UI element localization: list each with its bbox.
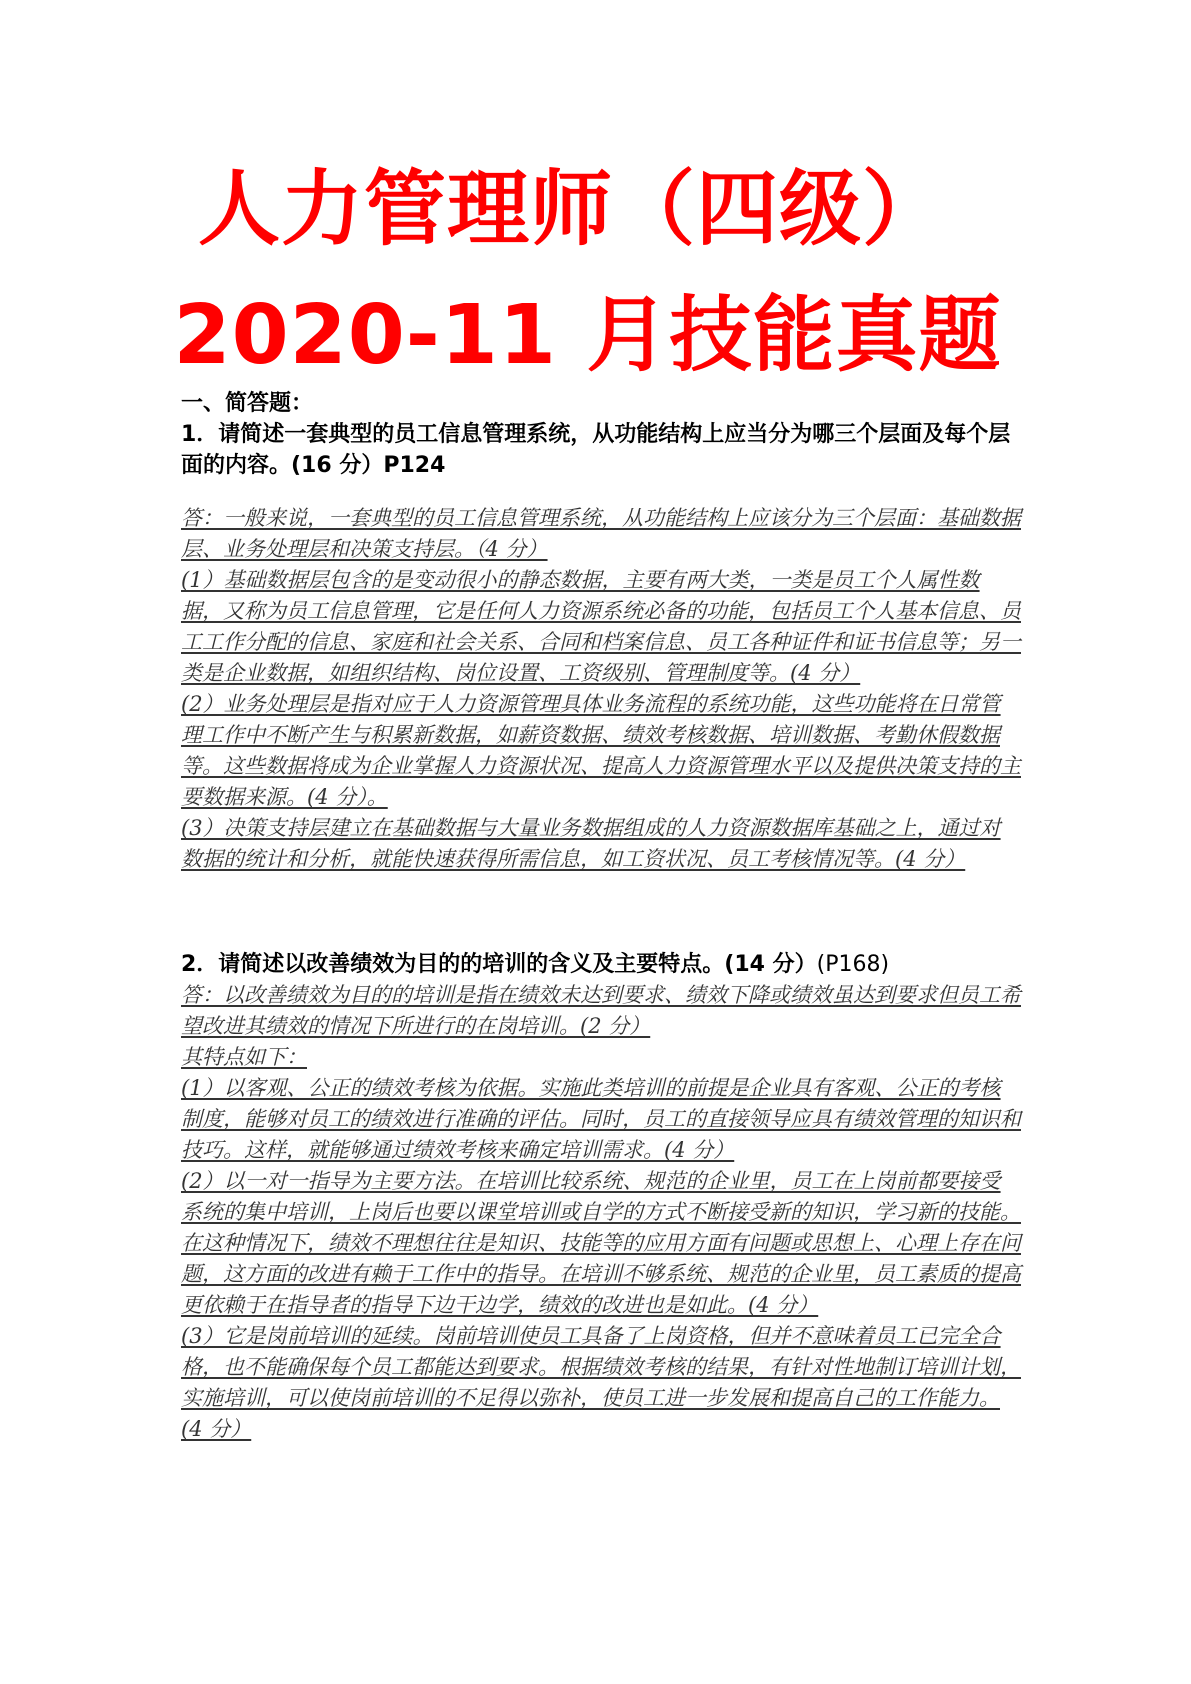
answer-1-point-1: (1）基础数据层包含的是变动很小的静态数据，主要有两大类，一类是员工个人属性数据，又称为员工信息管理，它是任何人力资源系统必备的功能，包括员工个人基本信息、员工工作分配的信息、家庭和社会关系、合同和档案信息、员工各种证件和证书信息等；另一类是企业数据，如组织结构、岗位设置、工资级别、管理制度等。(4 分） xyxy=(181,568,1021,685)
question-2-source: (P168) xyxy=(816,952,890,977)
document-body xyxy=(181,388,1021,1445)
page-title-line-1: 人力管理师（四级） xyxy=(197,162,945,257)
page-title-line-2: 2020-11 月技能真题 xyxy=(173,288,1002,383)
answer-2-intro: 答：以改善绩效为目的的培训是指在绩效未达到要求、绩效下降或绩效虽达到要求但员工希望改进其绩效的情况下所进行的在岗培训。(2 分） xyxy=(181,983,1021,1038)
answer-1-point-2: (2）业务处理层是指对应于人力资源管理具体业务流程的系统功能，这些功能将在日常管理工作中不断产生与积累新数据，如薪资数据、绩效考核数据、培训数据、考勤休假数据等。这些数据将成为企业掌握人力资源状况、提高人力资源管理水平以及提供决策支持的主要数据来源。(4 分）。 xyxy=(181,692,1021,809)
spacer xyxy=(181,875,1021,949)
answer-1-intro: 答：一般来说，一套典型的员工信息管理系统，从功能结构上应该分为三个层面：基础数据层、业务处理层和决策支持层。（4 分） xyxy=(181,506,1021,561)
answer-2 xyxy=(181,980,1021,1445)
section-heading: 一、简答题： xyxy=(181,391,314,416)
question-2-text: 2．请简述以改善绩效为目的的培训的含义及主要特点。(14 分） xyxy=(181,952,817,977)
answer-1 xyxy=(181,503,1021,875)
answer-2-point-1: (1）以客观、公正的绩效考核为依据。实施此类培训的前提是企业具有客观、公正的考核制度，能够对员工的绩效进行准确的评估。同时，员工的直接领导应具有绩效管理的知识和技巧。这样，就能够通过绩效考核来确定培训需求。(4 分） xyxy=(181,1076,1021,1162)
answer-1-point-3: (3）决策支持层建立在基础数据与大量业务数据组成的人力资源数据库基础之上，通过对数据的统计和分析，就能快速获得所需信息，如工资状况、员工考核情况等。(4 分） xyxy=(181,816,1001,871)
answer-2-features-heading: 其特点如下： xyxy=(181,1045,307,1069)
question-1 xyxy=(181,419,1021,481)
question-1-text: 1．请简述一套典型的员工信息管理系统，从功能结构上应当分为哪三个层面及每个层面的内容。(16 分）P124 xyxy=(181,422,1011,478)
answer-2-point-3: (3）它是岗前培训的延续。岗前培训使员工具备了上岗资格，但并不意味着员工已完全合格，也不能确保每个员工都能达到要求。根据绩效考核的结果，有针对性地制订培训计划，实施培训，可以使岗前培训的不足得以弥补，使员工进一步发展和提高自己的工作能力。(4 分） xyxy=(181,1324,1021,1441)
answer-2-point-2: (2）以一对一指导为主要方法。在培训比较系统、规范的企业里，员工在上岗前都要接受系统的集中培训，上岗后也要以课堂培训或自学的方式不断接受新的知识，学习新的技能。在这种情况下，绩效不理想往往是知识、技能等的应用方面有问题或思想上、心理上存在问题，这方面的改进有赖于工作中的指导。在培训不够系统、规范的企业里，员工素质的提高更依赖于在指导者的指导下边干边学，绩效的改进也是如此。(4 分） xyxy=(181,1169,1021,1317)
question-2 xyxy=(181,949,1021,980)
